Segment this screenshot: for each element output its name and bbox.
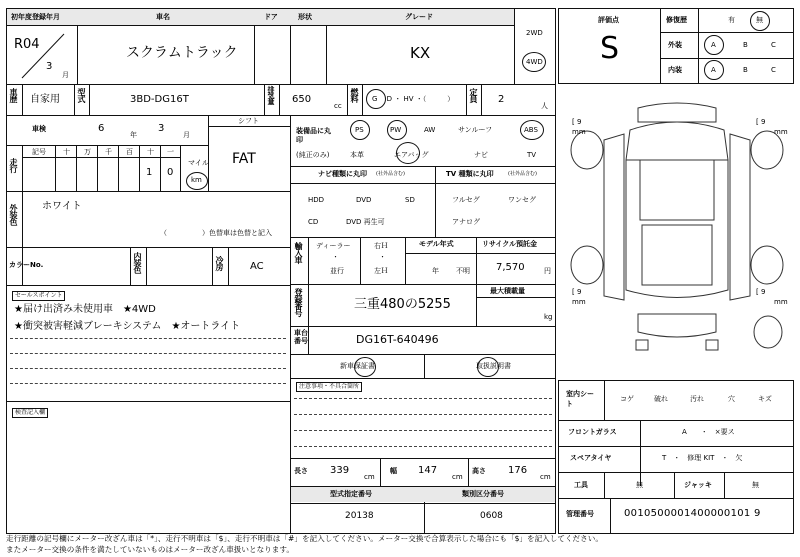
capacity-label: 定員 xyxy=(469,88,478,102)
recycle-label: リサイクル預託金 xyxy=(482,240,538,248)
interior-b: B xyxy=(743,66,748,74)
rating-label: 評価点 xyxy=(598,16,619,24)
dim-label-tr: [ 9 xyxy=(756,118,766,126)
tools-value: 無 xyxy=(636,481,643,489)
windshield-value: A ・ ×要ス xyxy=(682,428,735,436)
rule xyxy=(294,398,552,399)
rule xyxy=(10,353,286,354)
max-load-label: 最大積載量 xyxy=(490,287,525,295)
color-no-label: カラーNo. xyxy=(9,261,44,269)
inspection-year: 6 xyxy=(98,123,105,134)
drive-2wd: 2WD xyxy=(526,29,543,37)
dim-unit-tr: mm xyxy=(774,128,788,136)
navi-dvd: DVD xyxy=(356,196,372,204)
navi-hdd: HDD xyxy=(308,196,325,204)
fuel-options: G D ・ HV ・（ ） xyxy=(372,95,455,103)
notes-label: 注意事項・不具合箇所 xyxy=(296,382,362,392)
height-value: 176 xyxy=(508,465,528,476)
seat-scratch: キズ xyxy=(758,395,772,403)
car-diagram xyxy=(560,100,794,380)
ac-label: 冷房 xyxy=(215,256,224,270)
interior-color-label: 内装色 xyxy=(133,252,142,273)
displacement-value: 650 xyxy=(292,94,312,105)
model-year-unit: 年 xyxy=(432,267,439,275)
use-label: 車歴 xyxy=(9,88,18,102)
tools-label: 工具 xyxy=(574,481,588,489)
tv-oneseg: ワンセグ xyxy=(508,196,536,204)
first-reg-label: 初年度登録年月 xyxy=(11,13,60,21)
height-label: 高さ xyxy=(472,467,486,475)
exterior-color-label: 外装色 xyxy=(9,204,18,225)
equip-aw: AW xyxy=(424,126,436,134)
rule xyxy=(10,338,286,339)
class-code-value: 0608 xyxy=(480,511,503,521)
height-unit: cm xyxy=(540,473,551,481)
chassis-value: DG16T-640496 xyxy=(356,333,439,346)
navi-sd: SD xyxy=(405,196,415,204)
length-value: 339 xyxy=(330,465,350,476)
manual: 取扱説明書 xyxy=(476,362,511,370)
model-label: 型式 xyxy=(77,88,86,102)
inspection-year-unit: 年 xyxy=(130,131,137,139)
seat-burn: コゲ xyxy=(620,395,634,403)
displacement-unit: cc xyxy=(334,102,342,110)
tv-type-label: TV 種類に丸印 xyxy=(446,170,494,178)
first-reg-month: 3 xyxy=(46,61,53,72)
spare-label: スペアタイヤ xyxy=(570,454,612,462)
equip-tv: TV xyxy=(527,151,537,159)
inspection-label: 車検 xyxy=(32,125,46,133)
grade-label: グレード xyxy=(405,13,433,21)
mileage-digit-4: 1 xyxy=(146,167,153,178)
sales-point-line1: ★届け出済み未使用車 ★4WD xyxy=(14,304,156,315)
interior-a: A xyxy=(711,66,716,74)
equip-sunroof: サンルーフ xyxy=(458,126,493,134)
first-reg-era: R04 xyxy=(14,37,40,52)
equip-abs: ABS xyxy=(524,126,538,134)
chassis-label: 車台番号 xyxy=(294,329,308,345)
dim-unit-tl: mm xyxy=(572,128,586,136)
inspection-month: 3 xyxy=(158,123,165,134)
tv-analog: アナログ xyxy=(452,218,480,226)
exterior-a: A xyxy=(711,41,716,49)
mileage-unit-4: 十 xyxy=(147,148,154,156)
dim-unit-br: mm xyxy=(774,298,788,306)
mgmt-label: 管理番号 xyxy=(566,510,594,518)
import-parallel: 並行 xyxy=(330,267,344,275)
footer-line1: 走行距離の記号欄にメーター改ざん車は「*」、走行不明車は「$」、走行不明車は「#」を記入してください。メーター交換で合算表示した場合にも「$」を記入してください。 xyxy=(6,534,603,543)
type-designation-value: 20138 xyxy=(345,511,374,521)
seat-tear: 破れ xyxy=(654,395,668,403)
spare-value: T ・ 修理 KIT ・ 欠 xyxy=(662,454,743,462)
rule xyxy=(294,446,552,447)
shape-label: 形状 xyxy=(298,13,312,21)
footer-line2: またメーター交換の条件を満たしていないものはメーター改ざん車扱いとなります。 xyxy=(6,545,294,554)
class-code-label: 類別区分番号 xyxy=(462,490,504,498)
mileage-mark-label: 記号 xyxy=(32,148,46,156)
seat-label: 室内シート xyxy=(566,390,594,408)
import-left: 左Ｈ xyxy=(374,267,388,275)
exterior-c: C xyxy=(771,41,776,49)
mgmt-value: 0010500001400000101 9 xyxy=(624,508,761,519)
exterior-color-value: ホワイト xyxy=(42,201,82,212)
seat-dirt: 汚れ xyxy=(690,395,704,403)
sales-point-line2: ★衝突被害軽減ブレーキシステム ★オートライト xyxy=(14,321,241,332)
length-label: 長さ xyxy=(294,467,308,475)
windshield-label: フロントガラス xyxy=(568,428,617,436)
equip-pw: PW xyxy=(390,126,402,134)
door-label: ドア xyxy=(264,13,278,21)
ac-value: AC xyxy=(250,261,264,272)
jack-label: ジャッキ xyxy=(684,481,712,489)
shift-value: FAT xyxy=(232,151,256,167)
rule xyxy=(294,430,552,431)
equip-ps: PS xyxy=(355,126,364,134)
fuel-label: 燃料 xyxy=(350,88,359,102)
new-warranty: 新車保証書 xyxy=(340,362,375,370)
car-name-value: スクラムトラック xyxy=(126,45,238,61)
first-reg-month-unit: 月 xyxy=(62,71,69,79)
mileage-mile-label: マイル xyxy=(188,159,209,167)
mileage-digit-5: 0 xyxy=(167,167,174,178)
import-right: 右Ｈ xyxy=(374,242,388,250)
max-load-unit: kg xyxy=(544,313,553,321)
navi-label: ナビ種類に丸印 xyxy=(318,170,367,178)
equipment-sub: (純正のみ) xyxy=(296,151,330,159)
shift-label: シフト xyxy=(238,117,259,125)
dim-unit-bl: mm xyxy=(572,298,586,306)
import-dot2: ・ xyxy=(379,253,386,261)
interior-grade-label: 内装 xyxy=(668,66,682,74)
grade-value: KX xyxy=(410,44,431,62)
tv-fullseg: フルセグ xyxy=(452,196,480,204)
dim-label-br: [ 9 xyxy=(756,288,766,296)
width-value: 147 xyxy=(418,465,438,476)
mileage-label: 走行 xyxy=(9,158,18,172)
width-unit: cm xyxy=(452,473,463,481)
plate-label: 登録番号 xyxy=(294,288,303,316)
plate-value: 三重480の5255 xyxy=(354,297,451,312)
rating-value: S xyxy=(600,31,620,66)
width-label: 幅 xyxy=(390,467,397,475)
type-designation-label: 型式指定番号 xyxy=(330,490,372,498)
navi-cd: CD xyxy=(308,218,319,226)
tv-type-sub: (社外品含む) xyxy=(508,171,537,177)
equipment-label: 装備品に丸印 xyxy=(296,127,331,145)
mileage-km-label: km xyxy=(191,176,202,184)
rule xyxy=(294,414,552,415)
mileage-unit-5: 一 xyxy=(167,148,174,156)
navi-dvd-play: DVD 再生可 xyxy=(346,218,385,226)
exterior-b: B xyxy=(743,41,748,49)
inspector-label: 検査記入欄 xyxy=(12,408,48,418)
displacement-label: 排気量 xyxy=(267,86,275,104)
import-dot1: ・ xyxy=(332,253,339,261)
import-dealer: ディーラー xyxy=(316,242,351,250)
equip-airbag: エアバッグ xyxy=(394,151,429,159)
exterior-grade-label: 外装 xyxy=(668,41,682,49)
use-value: 自家用 xyxy=(30,94,60,105)
repair-label: 修復歴 xyxy=(666,16,687,24)
seat-hole: 穴 xyxy=(728,395,735,403)
inspection-month-unit: 月 xyxy=(183,131,190,139)
drive-4wd: 4WD xyxy=(526,58,543,66)
length-unit: cm xyxy=(364,473,375,481)
mileage-unit-2: 千 xyxy=(105,148,112,156)
dim-label-bl: [ 9 xyxy=(572,288,582,296)
repair-no: 無 xyxy=(756,16,763,24)
rule xyxy=(10,368,286,369)
mileage-unit-0: 十 xyxy=(63,148,70,156)
dim-label-tl: [ 9 xyxy=(572,118,582,126)
car-name-label: 車名 xyxy=(156,13,170,21)
recycle-value: 7,570 xyxy=(496,262,525,273)
repair-yes: 有 xyxy=(728,16,735,24)
jack-value: 無 xyxy=(752,481,759,489)
mileage-unit-3: 百 xyxy=(126,148,133,156)
capacity-value: 2 xyxy=(498,94,505,105)
mileage-unit-1: 万 xyxy=(84,148,91,156)
navi-sub: (社外品含む) xyxy=(376,171,405,177)
model-year-label: モデル年式 xyxy=(419,240,454,248)
sales-point-label: セールスポイント xyxy=(12,291,65,301)
model-year-unknown: 不明 xyxy=(456,267,470,275)
exterior-color-note: （ ）色替車は色替と記入 xyxy=(160,229,272,237)
equip-navi: ナビ xyxy=(474,151,488,159)
equip-leather: 本革 xyxy=(350,151,364,159)
interior-c: C xyxy=(771,66,776,74)
import-label: 輸入車 xyxy=(294,242,303,263)
model-value: 3BD-DG16T xyxy=(130,94,189,105)
rule xyxy=(10,383,286,384)
capacity-unit: 人 xyxy=(541,102,548,110)
recycle-unit: 円 xyxy=(544,267,551,275)
